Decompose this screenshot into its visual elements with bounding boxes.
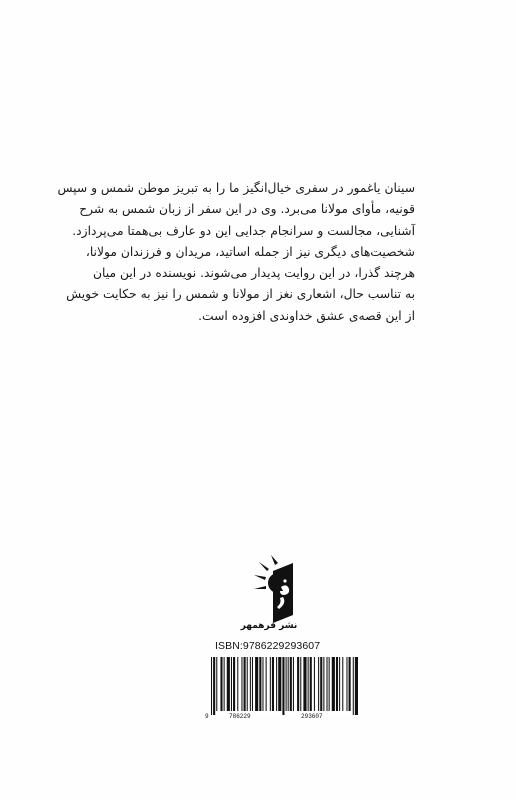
barcode-digits-right: 293607	[301, 713, 323, 720]
barcode-bar	[216, 657, 217, 711]
barcode-bar	[290, 657, 292, 711]
barcode-bar	[233, 657, 235, 711]
barcode-bar	[310, 657, 312, 711]
blurb-line: آشنایی، مجالست و سرانجام جدایی این دو عارف بی‌همتا می‌پردازد.	[72, 223, 415, 238]
blurb-line: سینان یاغمور در سفری خیال‌انگیز ما را به تبریز موطن شمس و سپس	[57, 181, 415, 195]
blurb-line: به تناسب حال، اشعاری نغز از مولانا و شمس را نیز به حکایت خویش	[66, 287, 415, 302]
barcode-bar	[255, 657, 258, 711]
barcode-bar	[282, 657, 284, 715]
barcode-bar	[329, 657, 330, 711]
barcode	[207, 657, 359, 715]
publisher-name: نشر فرهمهر	[240, 621, 298, 631]
barcode-bar	[342, 657, 343, 711]
barcode-bar	[250, 657, 251, 711]
barcode-bar	[308, 657, 309, 711]
barcode-bar	[211, 657, 212, 715]
blurb-line: شخصیت‌های دیگری نیز از جمله اساتید، مریدان و فرزندان مولانا،	[85, 244, 415, 259]
barcode-bar	[336, 657, 338, 711]
barcode-digits-left: 786229	[229, 713, 251, 720]
barcode-bar	[237, 657, 238, 711]
barcode-bar	[220, 657, 222, 711]
barcode-bar	[297, 657, 299, 711]
barcode-bar	[272, 657, 274, 711]
barcode-bar	[244, 657, 246, 711]
barcode-bar	[231, 657, 232, 711]
barcode-bar	[346, 657, 347, 711]
barcode-digits	[205, 713, 361, 723]
isbn-label: ISBN:9786229293607	[215, 640, 321, 652]
barcode-bar	[286, 657, 287, 711]
barcode-bar	[288, 657, 289, 711]
barcode-bar	[266, 657, 267, 711]
blurb-line: قونیه، مأوای مولانا می‌برد. وی در این سفر از زبان شمس به شرح	[79, 202, 415, 217]
barcode-bar	[353, 657, 354, 715]
barcode-bar	[224, 657, 225, 711]
barcode-digit-first: 9	[205, 713, 209, 720]
blurb-text	[57, 178, 415, 327]
barcode-bar	[276, 657, 277, 711]
barcode-bar	[323, 657, 324, 711]
barcode-bar	[241, 657, 242, 711]
barcode-bar	[332, 657, 335, 711]
barcode-bar	[213, 657, 215, 715]
barcode-bar	[349, 657, 351, 711]
barcode-bar	[320, 657, 322, 711]
barcode-bar	[247, 657, 248, 711]
barcode-bar	[252, 657, 253, 711]
barcode-bar	[278, 657, 281, 711]
barcode-bar	[303, 657, 306, 711]
barcode-bar	[327, 657, 328, 711]
barcode-bar	[318, 657, 319, 711]
barcode-bar	[355, 657, 358, 715]
barcode-bar	[227, 657, 230, 711]
blurb-line: از این قصه‌ی عشق خداوندی افزوده است.	[198, 308, 415, 323]
barcode-bar	[339, 657, 340, 711]
barcode-bar	[293, 657, 294, 711]
barcode-bar	[259, 657, 261, 711]
barcode-bar	[314, 657, 315, 711]
blurb-line: هرچند گذرا، در این روایت پدیدار می‌شوند. نویسنده در این میان	[92, 266, 415, 281]
barcode-bar	[262, 657, 263, 711]
barcode-bar	[300, 657, 301, 711]
barcode-bar	[270, 657, 271, 711]
